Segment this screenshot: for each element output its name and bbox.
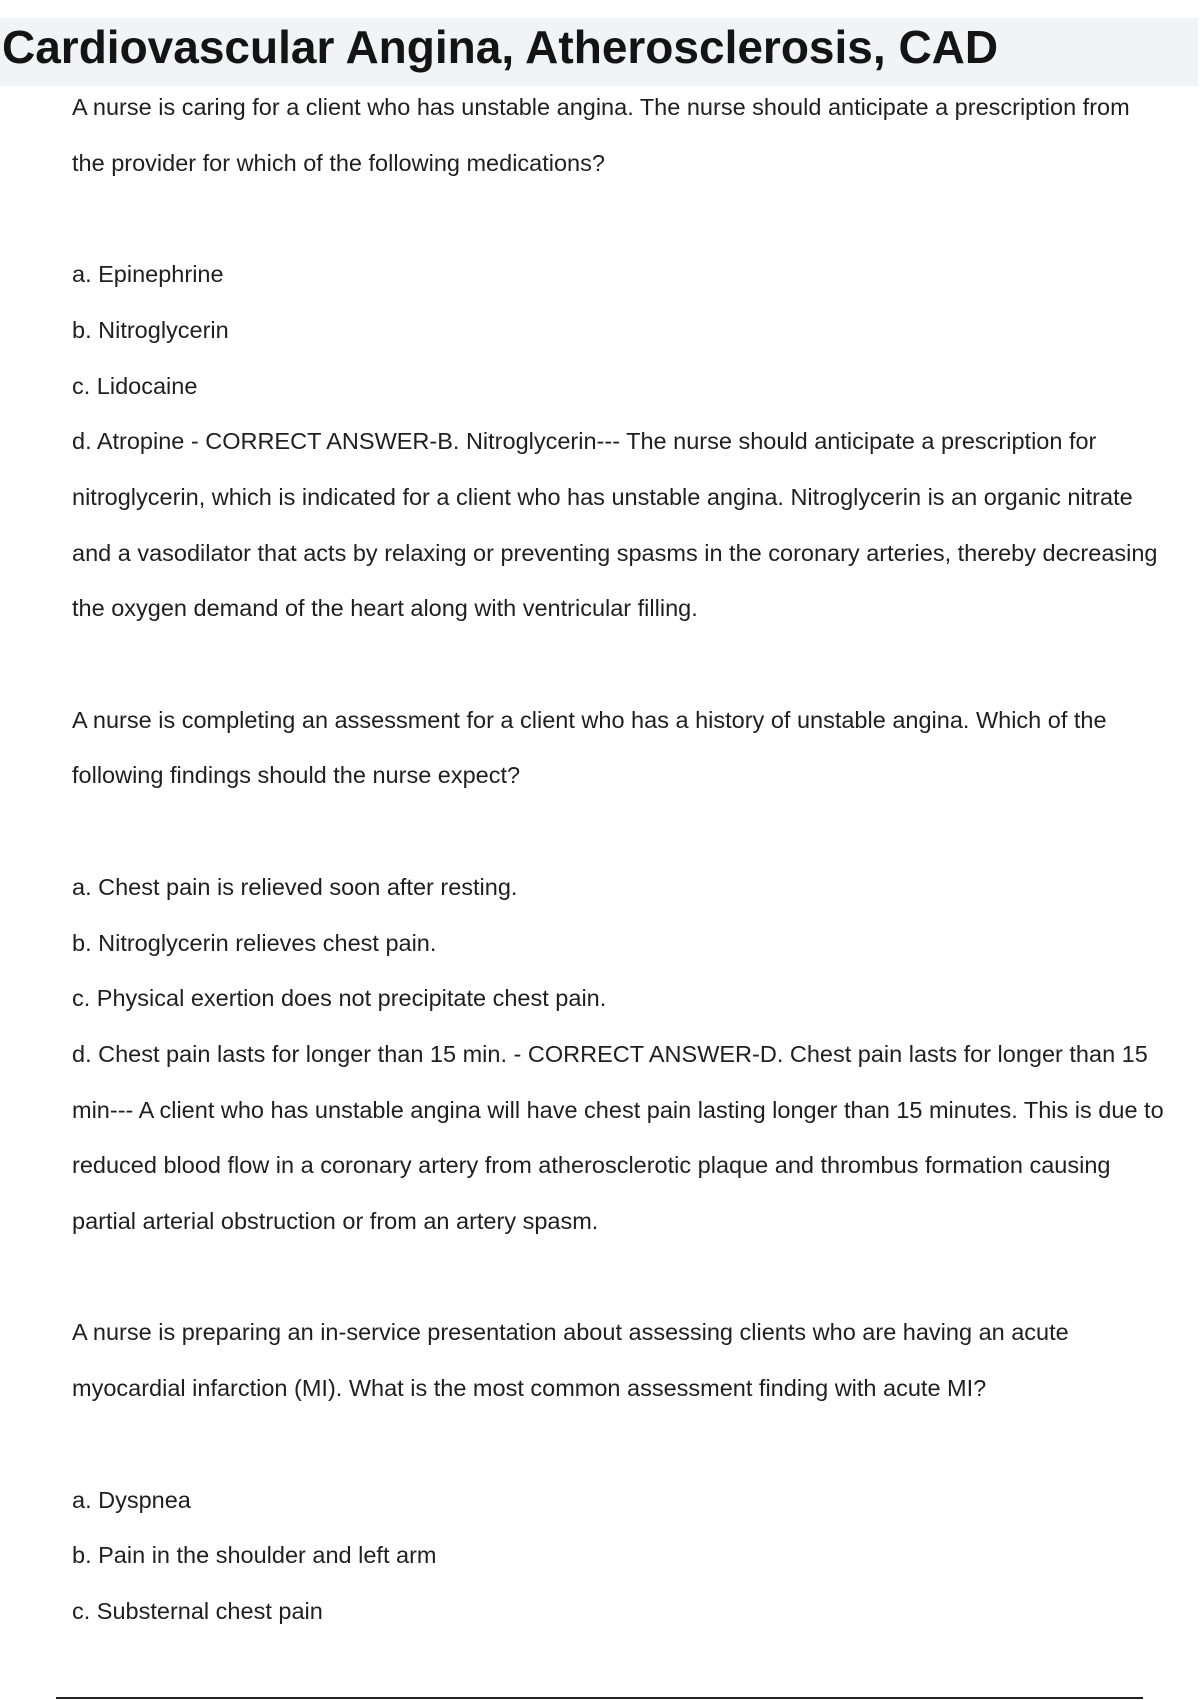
question-2-answer-line-4: partial arterial obstruction or from an artery spasm. bbox=[72, 1208, 599, 1235]
question-1-option-a: a. Epinephrine bbox=[72, 261, 224, 288]
question-1-stem-line-2: the provider for which of the following medications? bbox=[72, 149, 605, 176]
document-title: Cardiovascular Angina, Atherosclerosis, CAD bbox=[2, 21, 999, 73]
question-3 bbox=[72, 1305, 1200, 1639]
spacer bbox=[72, 1417, 1200, 1473]
question-1 bbox=[72, 80, 1200, 637]
question-1-answer-line-1: d. Atropine - CORRECT ANSWER-B. Nitroglycerin--- The nurse should anticipate a prescription for bbox=[72, 428, 1097, 455]
question-2-stem-line-2: following findings should the nurse expect? bbox=[72, 762, 521, 789]
question-2 bbox=[72, 693, 1200, 1250]
question-2-answer-line-3: reduced blood flow in a coronary artery from atherosclerotic plaque and thrombus formation causing bbox=[72, 1152, 1111, 1179]
question-1-stem-line-1: A nurse is caring for a client who has unstable angina. The nurse should anticipate a prescription from bbox=[72, 94, 1130, 120]
question-2-option-c: c. Physical exertion does not precipitate chest pain. bbox=[72, 985, 607, 1012]
question-3-option-c: c. Substernal chest pain bbox=[72, 1597, 323, 1624]
spacer bbox=[72, 804, 1200, 860]
spacer bbox=[72, 191, 1200, 247]
document-body bbox=[72, 80, 1200, 1640]
question-2-option-a: a. Chest pain is relieved soon after resting. bbox=[72, 873, 518, 900]
question-3-option-b: b. Pain in the shoulder and left arm bbox=[72, 1542, 437, 1569]
question-2-stem-line-1: A nurse is completing an assessment for a client who has a history of unstable angina. Which of the bbox=[72, 706, 1107, 733]
question-1-option-b: b. Nitroglycerin bbox=[72, 316, 229, 343]
question-1-answer-line-2: nitroglycerin, which is indicated for a client who has unstable angina. Nitroglycerin is an organic nitrate bbox=[72, 483, 1133, 510]
spacer bbox=[72, 637, 1200, 693]
question-3-option-a: a. Dyspnea bbox=[72, 1486, 191, 1513]
page-divider bbox=[56, 1697, 1143, 1699]
question-1-answer-line-3: and a vasodilator that acts by relaxing or preventing spasms in the coronary arteries, thereby decreasing bbox=[72, 539, 1158, 566]
question-3-stem-line-2: myocardial infarction (MI). What is the most common assessment finding with acute MI? bbox=[72, 1375, 987, 1402]
question-2-option-b: b. Nitroglycerin relieves chest pain. bbox=[72, 929, 437, 956]
question-3-stem-line-1: A nurse is preparing an in-service presentation about assessing clients who are having an acute bbox=[72, 1319, 1069, 1346]
question-1-option-c: c. Lidocaine bbox=[72, 372, 198, 399]
spacer bbox=[72, 1250, 1200, 1306]
question-1-answer-line-4: the oxygen demand of the heart along with ventricular filling. bbox=[72, 595, 698, 622]
question-2-answer-line-2: min--- A client who has unstable angina will have chest pain lasting longer than 15 minutes. This is due to bbox=[72, 1096, 1164, 1123]
question-2-answer-line-1: d. Chest pain lasts for longer than 15 min. - CORRECT ANSWER-D. Chest pain lasts for longer than 15 bbox=[72, 1040, 1148, 1067]
